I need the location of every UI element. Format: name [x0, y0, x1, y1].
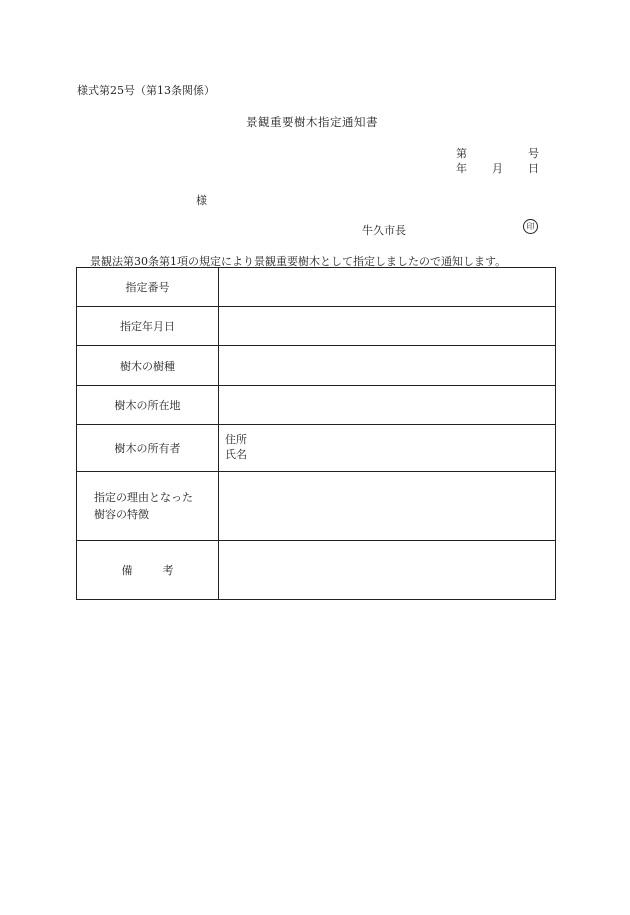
owner-address-label: 住所 — [225, 433, 247, 446]
notice-text: 景観法第30条第1項の規定により景観重要樹木として指定しましたので通知します。 — [90, 255, 507, 268]
table-row-tree-location — [77, 386, 556, 425]
tree-species-field[interactable] — [219, 346, 556, 386]
designation-date-label: 指定年月日 — [77, 307, 219, 346]
table-row-designation-reason — [77, 472, 556, 541]
table-row-remarks — [77, 541, 556, 600]
reference-number-suffix: 号 — [528, 147, 539, 160]
remarks-field[interactable] — [219, 541, 556, 600]
tree-location-field[interactable] — [219, 386, 556, 425]
tree-location-label: 樹木の所在地 — [77, 386, 219, 425]
tree-owner-label: 樹木の所有者 — [77, 425, 219, 472]
date-day-label: 日 — [528, 162, 539, 175]
date-year-label: 年 — [456, 162, 467, 175]
seal-mark: 印 — [523, 219, 538, 234]
tree-owner-field[interactable] — [219, 425, 556, 472]
owner-name-label: 氏名 — [225, 448, 247, 461]
designation-reason-label-line2: 樹容の特徴 — [94, 508, 149, 521]
sender-name: 牛久市長 — [362, 224, 406, 237]
reference-number-prefix: 第 — [456, 147, 467, 160]
designation-number-field[interactable] — [219, 268, 556, 307]
remarks-label-part2: 考 — [162, 564, 174, 577]
designation-reason-label-line1: 指定の理由となった — [94, 491, 193, 504]
tree-species-label: 樹木の樹種 — [77, 346, 219, 386]
table-row-designation-number — [77, 268, 556, 307]
remarks-label — [77, 541, 219, 600]
document-title: 景観重要樹木指定通知書 — [246, 115, 378, 129]
table-row-designation-date — [77, 307, 556, 346]
designation-date-field[interactable] — [219, 307, 556, 346]
designation-reason-field[interactable] — [219, 472, 556, 541]
designation-table — [76, 267, 556, 600]
form-number: 様式第25号（第13条関係） — [77, 84, 215, 97]
designation-reason-label — [77, 472, 219, 541]
table-row-tree-species — [77, 346, 556, 386]
date-month-label: 月 — [492, 162, 503, 175]
remarks-label-part1: 備 — [121, 564, 133, 577]
table-row-tree-owner — [77, 425, 556, 472]
addressee-honorific: 様 — [196, 194, 207, 207]
designation-number-label: 指定番号 — [77, 268, 219, 307]
